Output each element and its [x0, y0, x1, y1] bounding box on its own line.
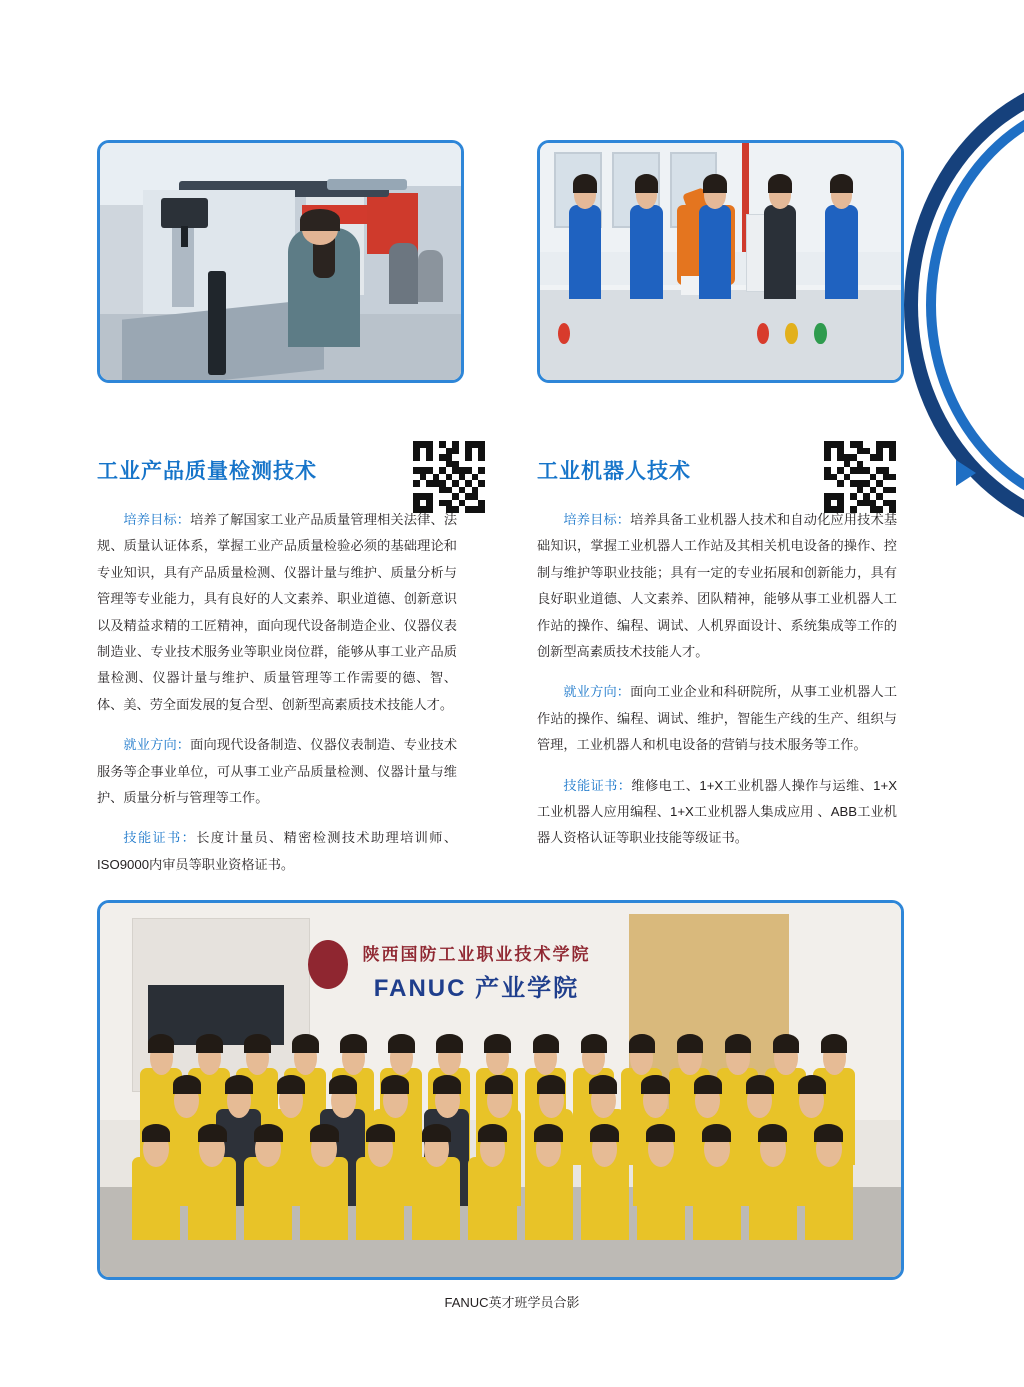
label-employment: 就业方向：: [563, 684, 631, 700]
text-employment: 面向工业企业和科研院所，从事工业机器人工作站的操作、编程、调试、维护，智能生产线的生产、组织与管理，工业机器人和机电设备的营销与技术服务等工作。: [537, 684, 898, 753]
label-training-goal: 培养目标：: [563, 512, 631, 527]
major-title-quality-inspection: 工业产品质量检测技术: [97, 460, 317, 483]
major-block-quality-inspection: [97, 455, 457, 892]
arc-triangle-marker: [956, 460, 976, 486]
label-training-goal: 培养目标：: [123, 512, 191, 527]
paragraph-training-goal: [537, 507, 897, 665]
label-certificates: 技能证书：: [123, 830, 197, 846]
photo-caption: FANUC英才班学员合影: [444, 1295, 580, 1310]
paragraph-certificates: [97, 825, 457, 878]
text-certificates: 维修电工、1+X工业机器人操作与运维、1+X工业机器人应用编程、1+X工业机器人集成应用 、ABB工业机器人资格认证等职业技能等级证书。: [537, 777, 897, 846]
text-training-goal: 培养了解国家工业产品质量管理相关法律、法规、质量认证体系，掌握工业产品质量检验必须的基础理论和专业知识，具有产品质量检测、仪器计量与维护、质量分析与管理等专业能力，具有良好的人文素养、职业道德、创新意识以及精益求精的工匠精神，面向现代设备制造企业、仪器仪表制造业、专业技术服务业等职业岗位群，能够从事工业产品质量检测、仪器计量与维护、质量管理等工作需要的德、智、体、美、劳全面发展的复合型、创新型高素质技术技能人才。: [97, 512, 458, 712]
signage-line1: 陕西国防工业职业技术学院: [362, 945, 591, 965]
signage-line2: FANUC 产业学院: [373, 974, 580, 1002]
text-certificates: 长度计量员、精密检测技术助理培训师、ISO9000内审员等职业资格证书。: [97, 830, 458, 872]
text-training-goal: 培养具备工业机器人技术和自动化应用技术基础知识，掌握工业机器人工作站及其相关机电设备的操作、控制与维护等职业技能；具有一定的专业拓展和创新能力，具有良好职业道德、人文素养、团队精神，能够从事工业机器人工作站的操作、编程、调试、人机界面设计、系统集成等工作的创新型高素质技术技能人才。: [537, 512, 898, 660]
text-employment: 面向现代设备制造、仪器仪表制造、专业技术服务等企事业单位，可从事工业产品质量检测、仪器计量与维护、质量分析与管理等工作。: [97, 737, 458, 806]
major-block-industrial-robot: [537, 455, 897, 866]
decorative-arc: [904, 70, 1024, 570]
photo-industrial-robot-training: [537, 140, 904, 383]
paragraph-training-goal: [97, 507, 457, 718]
major-title-industrial-robot: 工业机器人技术: [537, 460, 691, 483]
paragraph-employment: [97, 732, 457, 811]
paragraph-employment: [537, 679, 897, 758]
label-employment: 就业方向：: [123, 737, 191, 753]
photo-fanuc-class-group: [97, 900, 904, 1280]
paragraph-certificates: [537, 773, 897, 852]
photo-quality-inspection: [97, 140, 464, 383]
label-certificates: 技能证书：: [563, 777, 632, 793]
